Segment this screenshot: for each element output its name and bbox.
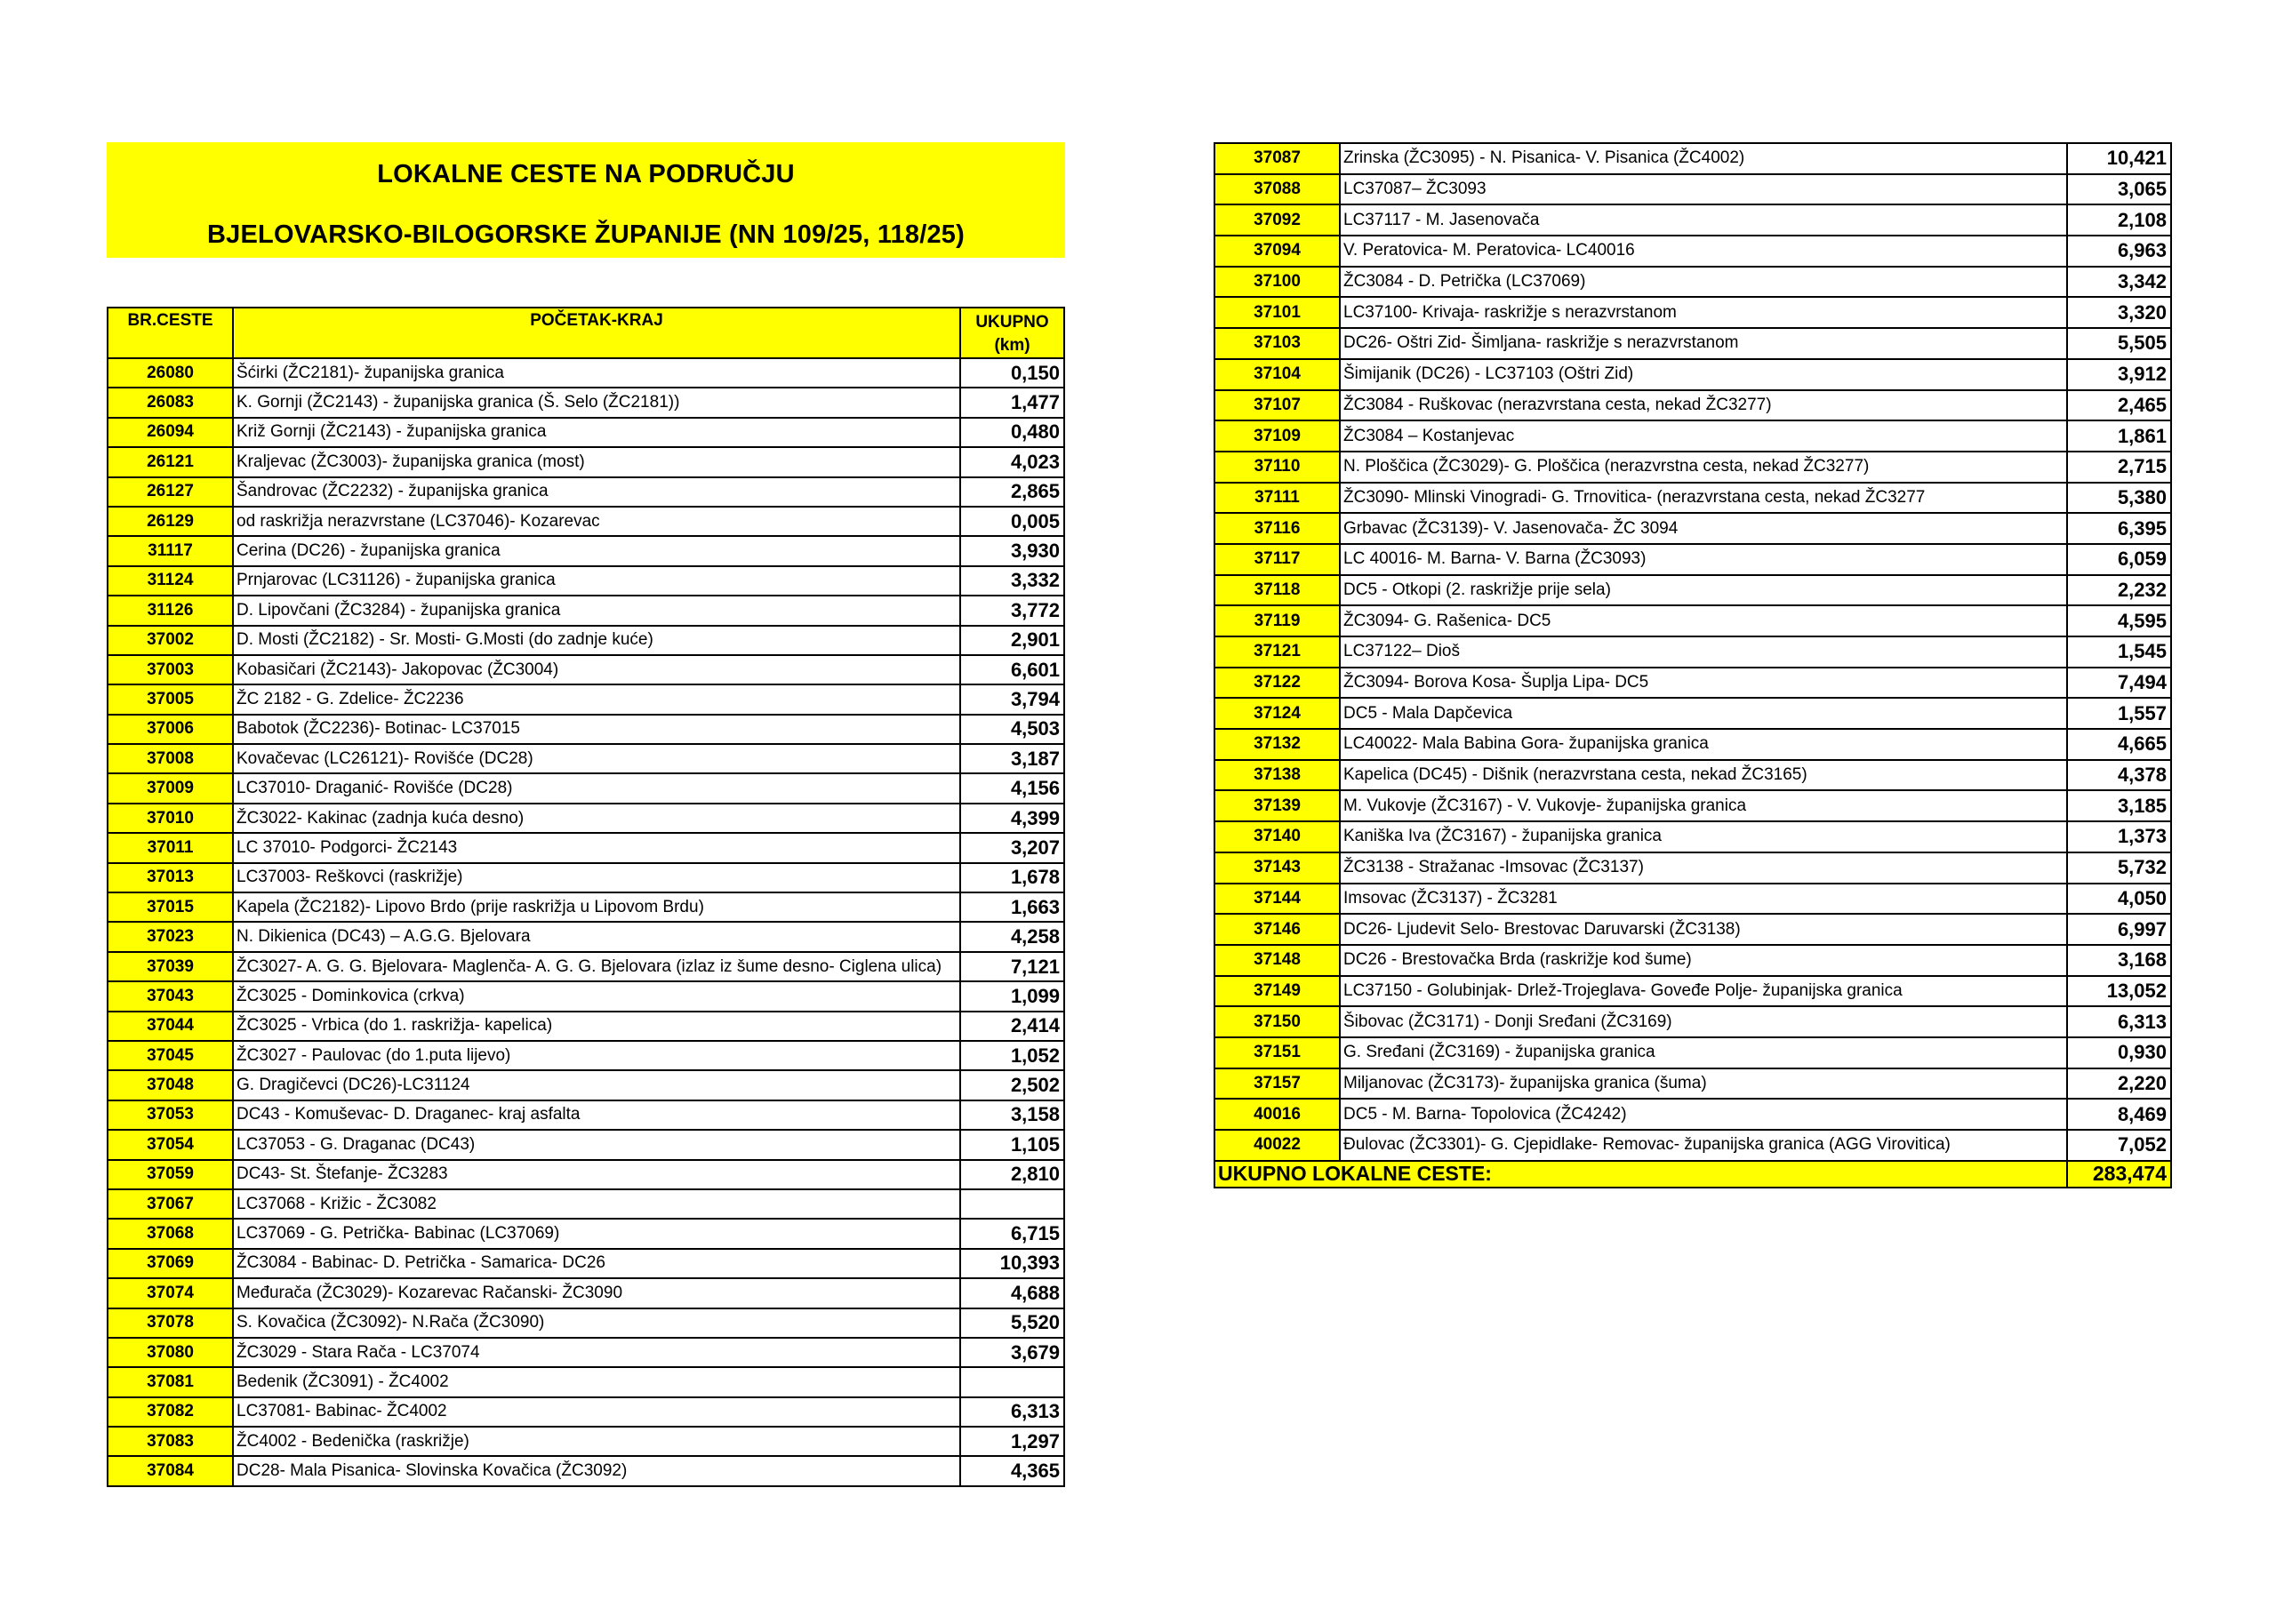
table-row [108, 507, 1064, 536]
table-row [108, 892, 1064, 922]
table-row [108, 626, 1064, 655]
road-length-km: 2,108 [2067, 204, 2171, 236]
document-title-line2: BJELOVARSKO-BILOGORSKE ŽUPANIJE (NN 109/25, 118/25) [207, 220, 965, 249]
road-code: 37053 [108, 1100, 233, 1130]
road-description: ŽC3084 - Babinac- D. Petrička - Samarica- DC26 [233, 1249, 960, 1278]
road-description: LC 37010- Podgorci- ŽC2143 [233, 833, 960, 862]
road-code: 37074 [108, 1278, 233, 1308]
road-code: 37068 [108, 1219, 233, 1248]
road-code: 37015 [108, 892, 233, 922]
road-code: 37013 [108, 863, 233, 892]
table-row [108, 655, 1064, 684]
road-length-km: 3,168 [2067, 945, 2171, 976]
road-description: Kraljevac (ŽC3003)- županijska granica (most) [233, 447, 960, 476]
table-row [108, 1456, 1064, 1485]
road-description: Bedenik (ŽC3091) - ŽC4002 [233, 1367, 960, 1396]
table-row [1214, 513, 2171, 544]
road-code: 37132 [1214, 729, 1340, 760]
road-length-km: 1,297 [960, 1427, 1064, 1456]
road-length-km: 4,050 [2067, 884, 2171, 915]
road-description: DC5 - Mala Dapčevica [1340, 698, 2067, 729]
table-row [108, 833, 1064, 862]
road-length-km: 3,930 [960, 536, 1064, 565]
road-code: 40016 [1214, 1099, 1340, 1130]
table-row [1214, 420, 2171, 452]
road-length-km: 2,901 [960, 626, 1064, 655]
road-length-km: 3,187 [960, 744, 1064, 773]
road-code: 37150 [1214, 1006, 1340, 1037]
road-description: Zrinska (ŽC3095) - N. Pisanica- V. Pisanica (ŽC4002) [1340, 143, 2067, 174]
road-description: LC37010- Draganić- Rovišće (DC28) [233, 773, 960, 803]
table-row [108, 447, 1064, 476]
road-length-km: 5,380 [2067, 483, 2171, 514]
road-description: ŽC3084 - D. Petrička (LC37069) [1340, 267, 2067, 298]
road-code: 26121 [108, 447, 233, 476]
road-length-km: 4,023 [960, 447, 1064, 476]
road-code: 37146 [1214, 914, 1340, 945]
road-description: DC26 - Brestovačka Brda (raskrižje kod šume) [1340, 945, 2067, 976]
road-description: ŽC3090- Mlinski Vinogradi- G. Trnovitica- (nerazvrstana cesta, nekad ŽC3277 [1340, 483, 2067, 514]
road-code: 37082 [108, 1397, 233, 1427]
table-row [108, 1308, 1064, 1338]
road-description: Kapela (ŽC2182)- Lipovo Brdo (prije raskrižja u Lipovom Brdu) [233, 892, 960, 922]
table-row [1214, 729, 2171, 760]
road-description: ŽC3025 - Dominkovica (crkva) [233, 981, 960, 1011]
road-code: 37083 [108, 1427, 233, 1456]
road-description: LC37003- Reškovci (raskrižje) [233, 863, 960, 892]
road-code: 31124 [108, 566, 233, 596]
road-code: 37151 [1214, 1037, 1340, 1068]
right-roads-table [1214, 142, 2172, 1188]
road-length-km [960, 1189, 1064, 1219]
road-length-km: 2,465 [2067, 390, 2171, 421]
table-row [108, 1427, 1064, 1456]
table-row [1214, 143, 2171, 174]
road-code: 37140 [1214, 821, 1340, 852]
road-length-km: 2,414 [960, 1012, 1064, 1041]
road-description: ŽC3094- G. Rašenica- DC5 [1340, 605, 2067, 636]
road-description: LC37069 - G. Petrička- Babinac (LC37069) [233, 1219, 960, 1248]
road-length-km: 2,502 [960, 1070, 1064, 1100]
header-total [960, 308, 1064, 358]
table-row [1214, 483, 2171, 514]
road-code: 37103 [1214, 328, 1340, 359]
road-length-km: 6,313 [2067, 1006, 2171, 1037]
table-row [108, 1100, 1064, 1130]
table-row [108, 1367, 1064, 1396]
road-description: LC37122– Dioš [1340, 636, 2067, 668]
road-length-km: 7,121 [960, 952, 1064, 981]
road-description: Prnjarovac (LC31126) - županijska granica [233, 566, 960, 596]
road-length-km: 1,663 [960, 892, 1064, 922]
road-length-km: 5,732 [2067, 852, 2171, 884]
road-description: Cerina (DC26) - županijska granica [233, 536, 960, 565]
table-row [108, 1219, 1064, 1248]
road-code: 26127 [108, 477, 233, 507]
road-length-km: 1,545 [2067, 636, 2171, 668]
road-description: ŽC3027- A. G. G. Bjelovara- Maglenča- A. G. G. Bjelovara (izlaz iz šume desno- Ciglena ulica) [233, 952, 960, 981]
road-description: ŽC3022- Kakinac (zadnja kuća desno) [233, 804, 960, 833]
road-description: LC37150 - Golubinjak- Drlež-Trojeglava- Goveđe Polje- županijska granica [1340, 976, 2067, 1007]
road-length-km: 6,601 [960, 655, 1064, 684]
road-description: Imsovac (ŽC3137) - ŽC3281 [1340, 884, 2067, 915]
road-length-km: 6,395 [2067, 513, 2171, 544]
road-code: 26094 [108, 418, 233, 447]
road-length-km: 13,052 [2067, 976, 2171, 1007]
table-row [1214, 1037, 2171, 1068]
road-length-km: 3,320 [2067, 297, 2171, 328]
table-row [1214, 884, 2171, 915]
road-description: DC26- Ljudevit Selo- Brestovac Daruvarski (ŽC3138) [1340, 914, 2067, 945]
road-code: 37138 [1214, 760, 1340, 791]
total-label: UKUPNO LOKALNE CESTE: [1214, 1161, 2067, 1188]
road-description: DC43 - Komuševac- D. Draganec- kraj asfalta [233, 1100, 960, 1130]
road-length-km: 3,912 [2067, 359, 2171, 390]
road-length-km: 6,963 [2067, 236, 2171, 267]
road-length-km: 6,997 [2067, 914, 2171, 945]
road-length-km: 1,678 [960, 863, 1064, 892]
table-row [108, 863, 1064, 892]
road-code: 37117 [1214, 544, 1340, 575]
table-row [1214, 945, 2171, 976]
table-row [1214, 236, 2171, 267]
road-code: 37148 [1214, 945, 1340, 976]
road-code: 31126 [108, 596, 233, 625]
table-row [1214, 390, 2171, 421]
table-row [1214, 174, 2171, 205]
road-code: 37045 [108, 1041, 233, 1070]
road-code: 37044 [108, 1012, 233, 1041]
road-description: G. Dragičevci (DC26)-LC31124 [233, 1070, 960, 1100]
table-row [1214, 636, 2171, 668]
road-code: 37078 [108, 1308, 233, 1338]
table-header-row [108, 308, 1064, 358]
road-length-km: 2,715 [2067, 452, 2171, 483]
total-row [1214, 1161, 2171, 1188]
road-code: 37116 [1214, 513, 1340, 544]
road-length-km: 4,258 [960, 922, 1064, 951]
road-code: 37088 [1214, 174, 1340, 205]
road-length-km: 3,772 [960, 596, 1064, 625]
road-description: ŽC3027 - Paulovac (do 1.puta lijevo) [233, 1041, 960, 1070]
table-row [108, 1130, 1064, 1159]
road-length-km: 5,520 [960, 1308, 1064, 1338]
table-row [1214, 698, 2171, 729]
road-code: 37006 [108, 715, 233, 744]
road-code: 37002 [108, 626, 233, 655]
road-code: 37143 [1214, 852, 1340, 884]
road-code: 37110 [1214, 452, 1340, 483]
table-row [1214, 1006, 2171, 1037]
road-code: 37005 [108, 684, 233, 714]
road-description: Kobasičari (ŽC2143)- Jakopovac (ŽC3004) [233, 655, 960, 684]
table-row [108, 536, 1064, 565]
road-code: 37119 [1214, 605, 1340, 636]
road-description: G. Sređani (ŽC3169) - županijska granica [1340, 1037, 2067, 1068]
road-description: LC 40016- M. Barna- V. Barna (ŽC3093) [1340, 544, 2067, 575]
road-code: 37092 [1214, 204, 1340, 236]
road-description: V. Peratovica- M. Peratovica- LC40016 [1340, 236, 2067, 267]
road-code: 37124 [1214, 698, 1340, 729]
table-row [108, 773, 1064, 803]
table-row [1214, 452, 2171, 483]
table-row [1214, 544, 2171, 575]
road-length-km: 2,232 [2067, 575, 2171, 606]
road-code: 37149 [1214, 976, 1340, 1007]
road-description: Miljanovac (ŽC3173)- županijska granica (šuma) [1340, 1068, 2067, 1100]
table-row [108, 1189, 1064, 1219]
road-description: K. Gornji (ŽC2143) - županijska granica (Š. Selo (ŽC2181)) [233, 388, 960, 417]
table-row [108, 922, 1064, 951]
table-row [108, 1041, 1064, 1070]
road-description: LC37081- Babinac- ŽC4002 [233, 1397, 960, 1427]
table-row [1214, 976, 2171, 1007]
header-total-line2: (km) [994, 336, 1030, 355]
table-row [1214, 821, 2171, 852]
table-row [1214, 790, 2171, 821]
table-row [108, 804, 1064, 833]
table-row [108, 981, 1064, 1011]
road-length-km: 3,207 [960, 833, 1064, 862]
document-title-line1: LOKALNE CESTE NA PODRUČJU [377, 160, 795, 188]
road-code: 37023 [108, 922, 233, 951]
road-code: 37008 [108, 744, 233, 773]
road-length-km: 5,505 [2067, 328, 2171, 359]
road-length-km: 2,220 [2067, 1068, 2171, 1100]
header-description: POČETAK-KRAJ [233, 308, 960, 358]
road-description: Babotok (ŽC2236)- Botinac- LC37015 [233, 715, 960, 744]
road-length-km: 4,665 [2067, 729, 2171, 760]
road-description: DC5 - Otkopi (2. raskrižje prije sela) [1340, 575, 2067, 606]
road-length-km: 0,930 [2067, 1037, 2171, 1068]
road-description: N. Dikienica (DC43) – A.G.G. Bjelovara [233, 922, 960, 951]
road-length-km: 3,679 [960, 1338, 1064, 1367]
table-row [1214, 914, 2171, 945]
road-code: 26080 [108, 358, 233, 388]
road-description: LC37117 - M. Jasenovača [1340, 204, 2067, 236]
road-length-km: 3,185 [2067, 790, 2171, 821]
road-description: Kaniška Iva (ŽC3167) - županijska granica [1340, 821, 2067, 852]
road-length-km: 10,421 [2067, 143, 2171, 174]
road-code: 37144 [1214, 884, 1340, 915]
table-row [108, 744, 1064, 773]
table-row [108, 388, 1064, 417]
road-code: 37081 [108, 1367, 233, 1396]
road-description: Kovačevac (LC26121)- Rovišće (DC28) [233, 744, 960, 773]
table-row [1214, 204, 2171, 236]
road-code: 37100 [1214, 267, 1340, 298]
table-row [1214, 328, 2171, 359]
road-length-km: 4,595 [2067, 605, 2171, 636]
header-total-line1: UKUPNO [975, 313, 1049, 332]
total-value: 283,474 [2067, 1161, 2171, 1188]
road-description: Šimijanik (DC26) - LC37103 (Oštri Zid) [1340, 359, 2067, 390]
table-row [1214, 852, 2171, 884]
road-description: ŽC3094- Borova Kosa- Šuplja Lipa- DC5 [1340, 668, 2067, 699]
road-length-km: 10,393 [960, 1249, 1064, 1278]
road-length-km: 7,494 [2067, 668, 2171, 699]
road-code: 31117 [108, 536, 233, 565]
road-length-km: 1,477 [960, 388, 1064, 417]
road-description: Šandrovac (ŽC2232) - županijska granica [233, 477, 960, 507]
road-code: 26129 [108, 507, 233, 536]
road-description: S. Kovačica (ŽC3092)- N.Rača (ŽC3090) [233, 1308, 960, 1338]
road-description: LC37100- Krivaja- raskrižje s nerazvrstanom [1340, 297, 2067, 328]
road-code: 37069 [108, 1249, 233, 1278]
table-row [1214, 575, 2171, 606]
road-description: ŽC3029 - Stara Rača - LC37074 [233, 1338, 960, 1367]
road-length-km: 1,557 [2067, 698, 2171, 729]
road-length-km: 7,052 [2067, 1130, 2171, 1161]
table-row [1214, 1068, 2171, 1100]
road-description: D. Mosti (ŽC2182) - Sr. Mosti- G.Mosti (do zadnje kuće) [233, 626, 960, 655]
road-code: 37118 [1214, 575, 1340, 606]
road-code: 37080 [108, 1338, 233, 1367]
table-row [108, 1160, 1064, 1189]
road-length-km: 4,688 [960, 1278, 1064, 1308]
road-code: 37101 [1214, 297, 1340, 328]
road-description: ŽC4002 - Bedenička (raskrižje) [233, 1427, 960, 1456]
road-length-km: 1,052 [960, 1041, 1064, 1070]
table-row [108, 684, 1064, 714]
road-code: 26083 [108, 388, 233, 417]
road-length-km: 0,150 [960, 358, 1064, 388]
road-length-km: 0,005 [960, 507, 1064, 536]
road-length-km: 1,373 [2067, 821, 2171, 852]
table-row [1214, 1130, 2171, 1161]
road-code: 37003 [108, 655, 233, 684]
table-row [108, 477, 1064, 507]
table-row [108, 418, 1064, 447]
table-row [108, 1338, 1064, 1367]
road-code: 37059 [108, 1160, 233, 1189]
road-code: 37157 [1214, 1068, 1340, 1100]
road-code: 37104 [1214, 359, 1340, 390]
table-row [108, 1278, 1064, 1308]
road-code: 37067 [108, 1189, 233, 1219]
road-code: 37087 [1214, 143, 1340, 174]
road-description: od raskrižja nerazvrstane (LC37046)- Kozarevac [233, 507, 960, 536]
table-row [1214, 359, 2171, 390]
road-code: 37084 [108, 1456, 233, 1485]
road-description: ŽC 2182 - G. Zdelice- ŽC2236 [233, 684, 960, 714]
road-description: ŽC3025 - Vrbica (do 1. raskrižja- kapelica) [233, 1012, 960, 1041]
road-length-km: 6,313 [960, 1397, 1064, 1427]
table-row [1214, 760, 2171, 791]
road-length-km: 2,810 [960, 1160, 1064, 1189]
road-length-km: 4,365 [960, 1456, 1064, 1485]
road-description: DC5 - M. Barna- Topolovica (ŽC4242) [1340, 1099, 2067, 1130]
road-description: Križ Gornji (ŽC2143) - županijska granica [233, 418, 960, 447]
road-length-km: 1,099 [960, 981, 1064, 1011]
road-description: D. Lipovčani (ŽC3284) - županijska granica [233, 596, 960, 625]
road-description: Kapelica (DC45) - Dišnik (nerazvrstana cesta, nekad ŽC3165) [1340, 760, 2067, 791]
road-length-km: 3,158 [960, 1100, 1064, 1130]
road-length-km: 3,342 [2067, 267, 2171, 298]
road-length-km [960, 1367, 1064, 1396]
road-length-km: 0,480 [960, 418, 1064, 447]
road-length-km: 4,378 [2067, 760, 2171, 791]
road-code: 37010 [108, 804, 233, 833]
table-row [108, 952, 1064, 981]
road-description: DC43- St. Štefanje- ŽC3283 [233, 1160, 960, 1189]
road-description: ŽC3084 – Kostanjevac [1340, 420, 2067, 452]
road-code: 37121 [1214, 636, 1340, 668]
road-description: ŽC3138 - Stražanac -Imsovac (ŽC3137) [1340, 852, 2067, 884]
title-box [107, 142, 1065, 258]
road-description: N. Ploščica (ŽC3029)- G. Ploščica (nerazvrstna cesta, nekad ŽC3277) [1340, 452, 2067, 483]
road-code: 37054 [108, 1130, 233, 1159]
road-description: LC37053 - G. Draganac (DC43) [233, 1130, 960, 1159]
road-code: 37122 [1214, 668, 1340, 699]
road-code: 37094 [1214, 236, 1340, 267]
road-code: 37139 [1214, 790, 1340, 821]
road-description: Šibovac (ŽC3171) - Donji Sređani (ŽC3169) [1340, 1006, 2067, 1037]
road-code: 37039 [108, 952, 233, 981]
road-length-km: 4,399 [960, 804, 1064, 833]
table-row [108, 596, 1064, 625]
road-description: M. Vukovje (ŽC3167) - V. Vukovje- županijska granica [1340, 790, 2067, 821]
table-row [108, 1397, 1064, 1427]
road-code: 40022 [1214, 1130, 1340, 1161]
road-length-km: 8,469 [2067, 1099, 2171, 1130]
table-row [108, 358, 1064, 388]
road-description: LC37087– ŽC3093 [1340, 174, 2067, 205]
table-row [1214, 668, 2171, 699]
road-description: Šćirki (ŽC2181)- županijska granica [233, 358, 960, 388]
road-length-km: 1,105 [960, 1130, 1064, 1159]
road-length-km: 2,865 [960, 477, 1064, 507]
road-code: 37043 [108, 981, 233, 1011]
road-description: Đulovac (ŽC3301)- G. Cjepidlake- Removac- županijska granica (AGG Virovitica) [1340, 1130, 2067, 1161]
table-row [1214, 297, 2171, 328]
road-length-km: 1,861 [2067, 420, 2171, 452]
header-code: BR.CESTE [108, 308, 233, 358]
road-code: 37111 [1214, 483, 1340, 514]
table-row [108, 1070, 1064, 1100]
table-row [108, 566, 1064, 596]
road-length-km: 4,156 [960, 773, 1064, 803]
road-length-km: 3,332 [960, 566, 1064, 596]
table-row [1214, 605, 2171, 636]
table-row [108, 1249, 1064, 1278]
left-roads-table [107, 307, 1065, 1487]
road-length-km: 3,065 [2067, 174, 2171, 205]
table-row [108, 715, 1064, 744]
road-length-km: 3,794 [960, 684, 1064, 714]
road-length-km: 6,059 [2067, 544, 2171, 575]
road-description: Grbavac (ŽC3139)- V. Jasenovača- ŽC 3094 [1340, 513, 2067, 544]
road-code: 37011 [108, 833, 233, 862]
road-code: 37009 [108, 773, 233, 803]
road-code: 37048 [108, 1070, 233, 1100]
table-row [1214, 1099, 2171, 1130]
road-description: LC40022- Mala Babina Gora- županijska granica [1340, 729, 2067, 760]
table-row [1214, 267, 2171, 298]
road-description: ŽC3084 - Ruškovac (nerazvrstana cesta, nekad ŽC3277) [1340, 390, 2067, 421]
road-description: Međurača (ŽC3029)- Kozarevac Račanski- ŽC3090 [233, 1278, 960, 1308]
road-description: LC37068 - Križic - ŽC3082 [233, 1189, 960, 1219]
road-code: 37107 [1214, 390, 1340, 421]
road-code: 37109 [1214, 420, 1340, 452]
road-length-km: 6,715 [960, 1219, 1064, 1248]
table-row [108, 1012, 1064, 1041]
road-description: DC26- Oštri Zid- Šimljana- raskrižje s nerazvrstanom [1340, 328, 2067, 359]
road-length-km: 4,503 [960, 715, 1064, 744]
road-description: DC28- Mala Pisanica- Slovinska Kovačica (ŽC3092) [233, 1456, 960, 1485]
